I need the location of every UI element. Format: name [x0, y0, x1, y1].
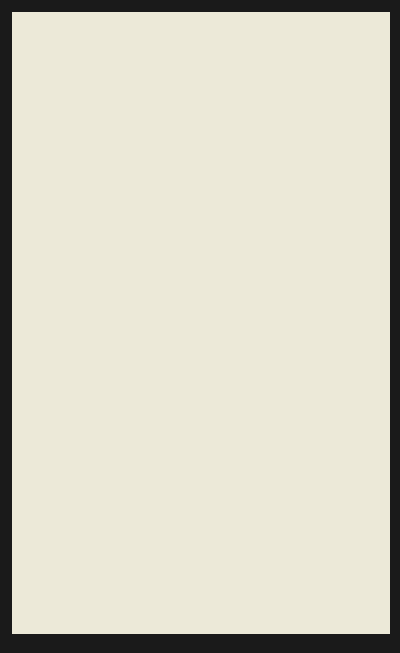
- footer-bar: [0, 639, 400, 653]
- document-page: [12, 12, 390, 634]
